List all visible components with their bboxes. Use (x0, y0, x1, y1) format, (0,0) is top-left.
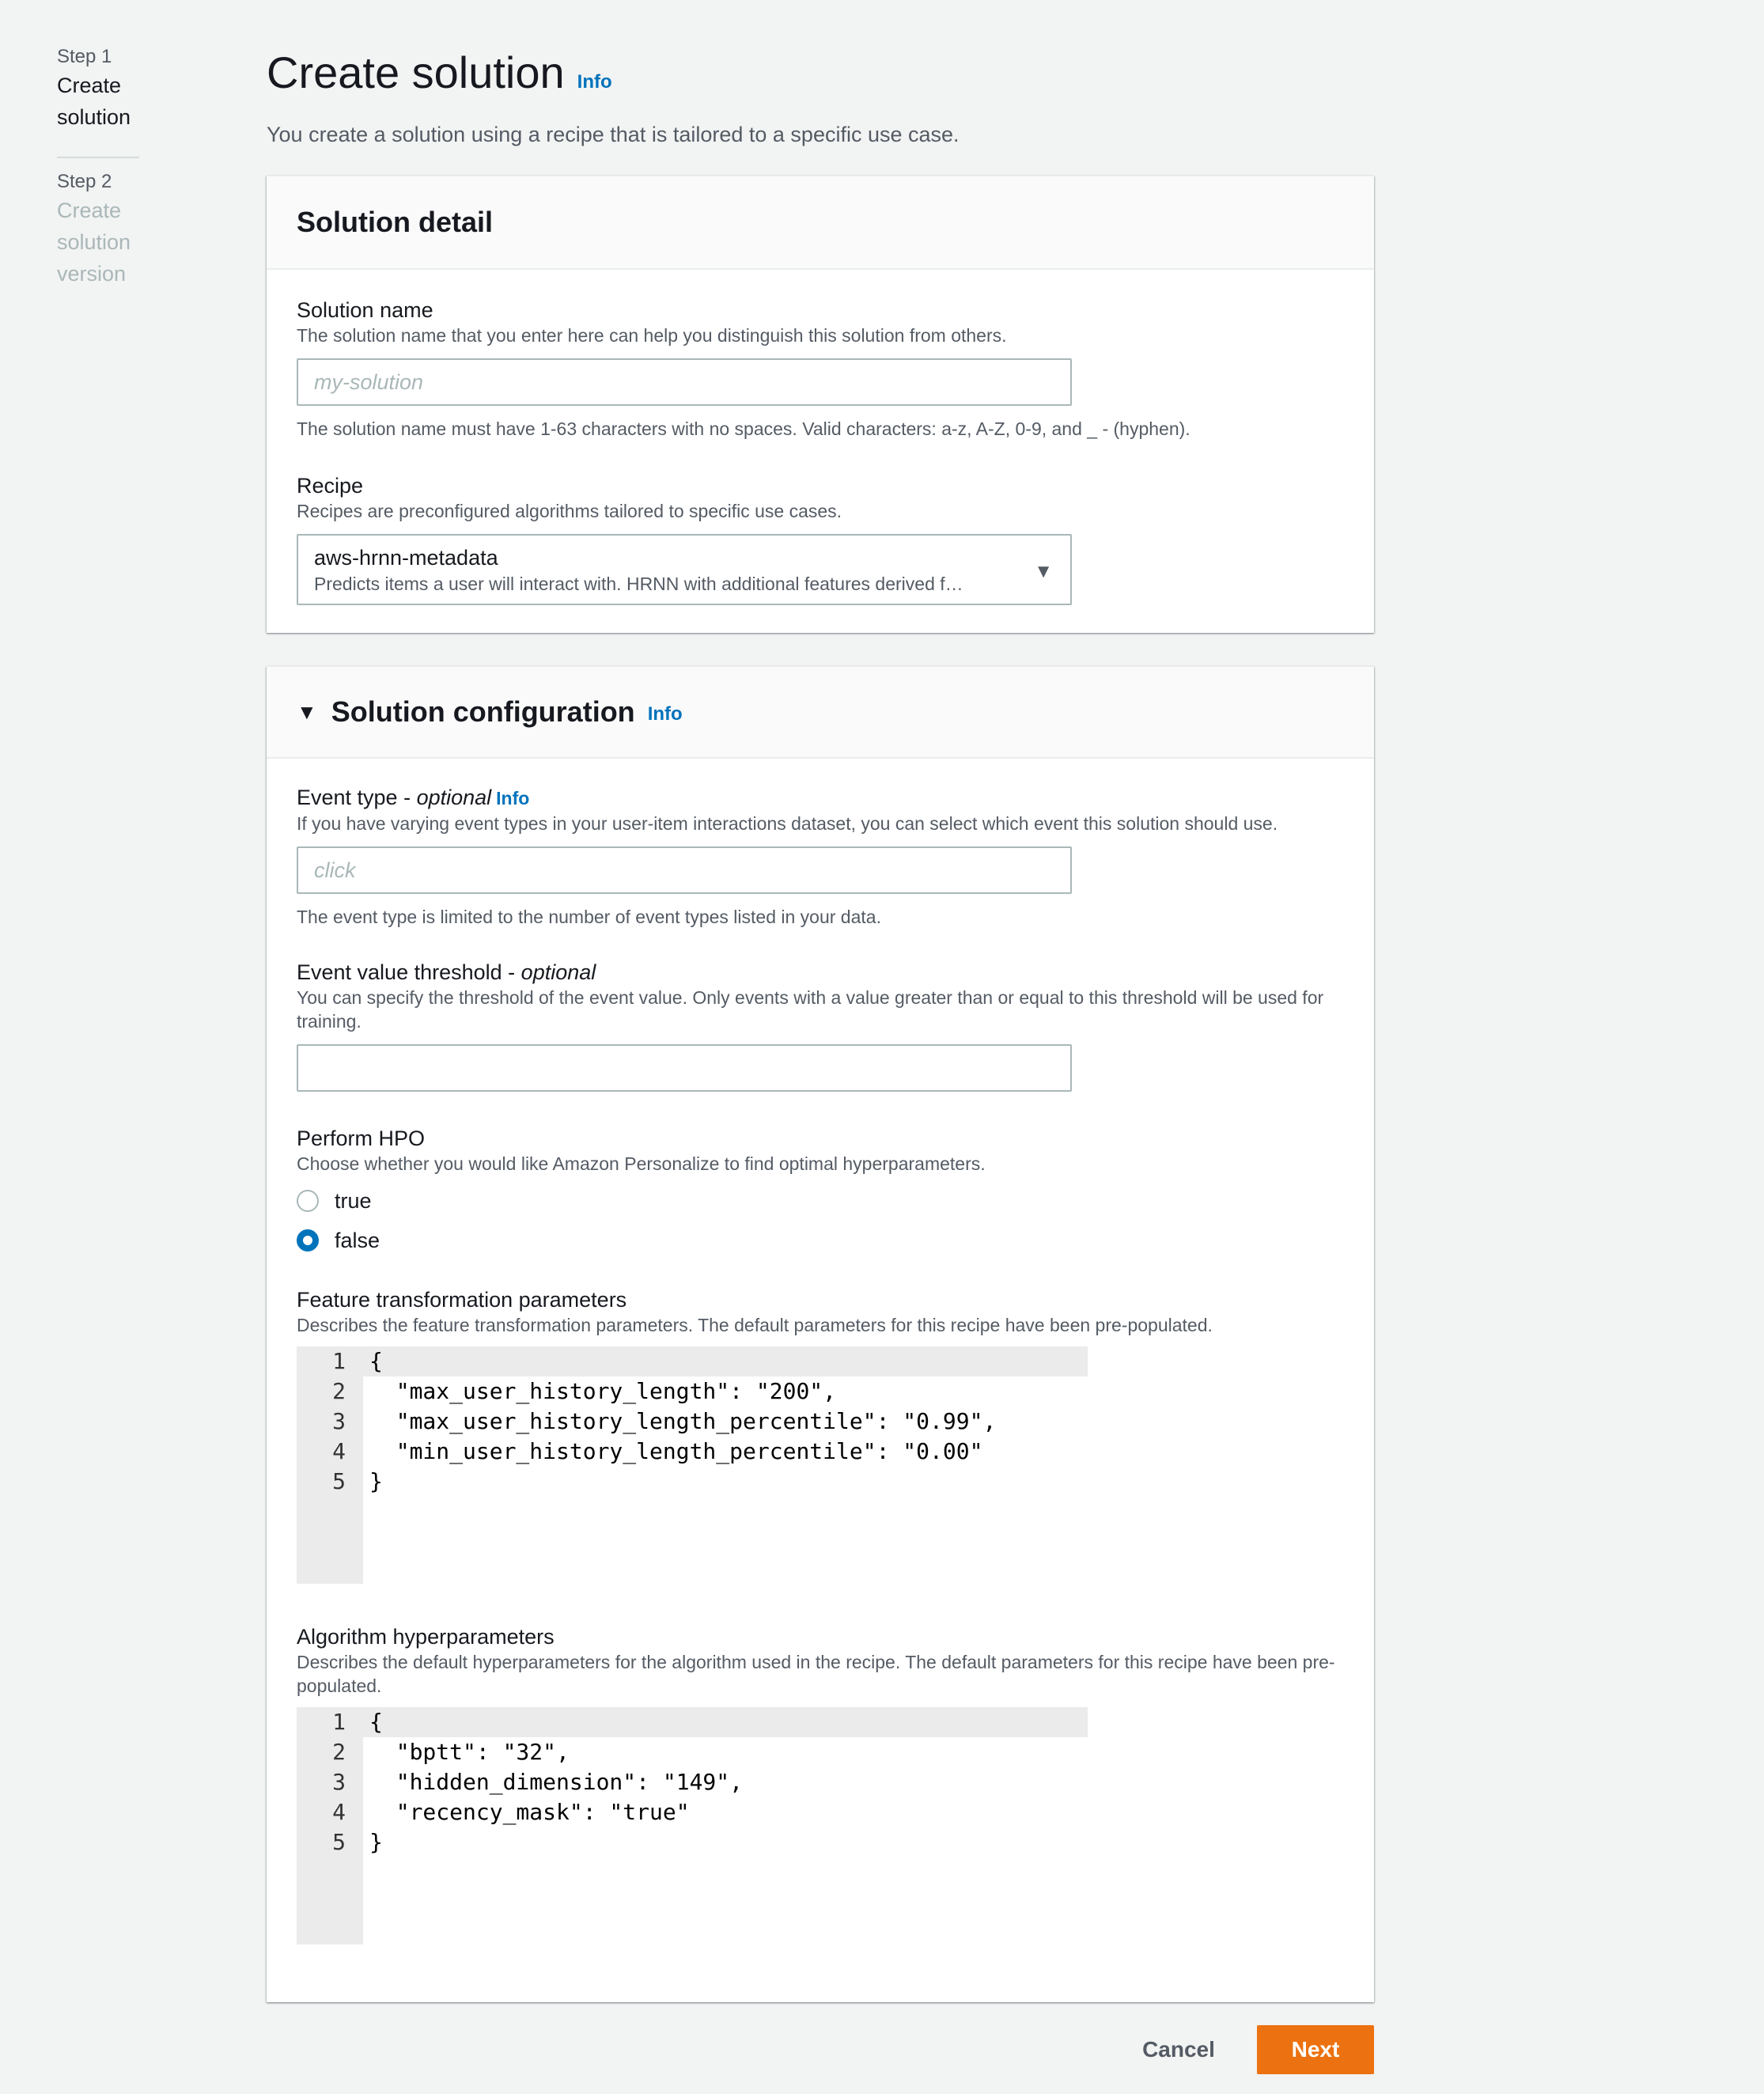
code-text: "max_user_history_length": "200", (369, 1378, 837, 1404)
hyperparams-editor[interactable] (297, 1707, 1088, 1944)
feature-params-field (297, 1286, 1344, 1584)
solution-name-field (297, 297, 1344, 441)
wizard-steps (57, 44, 144, 290)
step-2 (57, 169, 144, 290)
optional-tag: optional (520, 960, 596, 984)
event-type-input[interactable] (297, 846, 1072, 894)
solution-config-info-link[interactable]: Info (647, 703, 683, 725)
solution-config-title: Solution configuration (331, 695, 635, 728)
code-text: { (369, 1709, 383, 1735)
code-text: "max_user_history_length_percentile": "0.99", (369, 1408, 997, 1434)
event-threshold-label-text: Event value threshold - (297, 960, 521, 984)
solution-name-input[interactable] (297, 358, 1072, 406)
step-2-title (57, 195, 144, 290)
page-description: You create a solution using a recipe that is tailored to a specific use case. (267, 123, 960, 146)
step-divider (57, 157, 139, 158)
code-text: { (369, 1348, 383, 1374)
hpo-field (297, 1125, 1344, 1255)
radio-button-selected[interactable] (297, 1229, 319, 1251)
line-number: 5 (332, 1829, 346, 1855)
line-number: 4 (332, 1799, 346, 1825)
solution-config-header[interactable] (267, 667, 1374, 759)
caret-down-icon: ▼ (1034, 561, 1053, 582)
feature-params-editor[interactable] (297, 1346, 1088, 1584)
line-number: 3 (332, 1408, 346, 1434)
editor-active-line (297, 1346, 1088, 1376)
hyperparams-label: Algorithm hyperparameters (297, 1625, 555, 1649)
event-type-description: If you have varying event types in your user-item interactions dataset, you can select which event this solution should use. (297, 813, 1278, 834)
feature-params-description: Describes the feature transformation parameters. The default parameters for this recipe have been pre-populated. (297, 1315, 1213, 1335)
page-info-link[interactable]: Info (577, 71, 612, 93)
solution-config-body (267, 759, 1374, 1944)
code-line (297, 1827, 383, 1857)
line-number: 1 (332, 1348, 346, 1374)
line-number: 2 (332, 1378, 346, 1404)
step-2-label: Step 2 (57, 171, 112, 192)
cancel-button[interactable]: Cancel (1123, 2025, 1234, 2074)
recipe-description: Recipes are preconfigured algorithms tailored to specific use cases. (297, 501, 842, 521)
solution-name-description: The solution name that you enter here can help you distinguish this solution from others. (297, 325, 1007, 346)
line-number: 4 (332, 1438, 346, 1464)
footer-actions (1123, 2025, 1374, 2074)
hyperparams-description: Describes the default hyperparameters for the algorithm used in the recipe. The default parameters for this recipe have been pre-populated. (297, 1652, 1335, 1696)
event-type-field (297, 784, 1344, 929)
code-line (297, 1707, 383, 1737)
event-type-label (297, 784, 1344, 812)
code-line (297, 1797, 690, 1827)
hyperparams-field (297, 1623, 1344, 1944)
event-type-info-link[interactable]: Info (496, 788, 530, 808)
solution-detail-header (267, 176, 1374, 270)
code-line (297, 1346, 383, 1376)
radio-label: true (335, 1188, 372, 1213)
code-line (297, 1376, 836, 1407)
code-text: "hidden_dimension": "149", (369, 1769, 744, 1795)
code-text: } (369, 1829, 383, 1855)
code-line (297, 1737, 570, 1767)
radio-button[interactable] (297, 1190, 319, 1212)
event-threshold-description: You can specify the threshold of the event value. Only events with a value greater than or equal to this threshold will be used for training. (297, 987, 1324, 1032)
code-text: "min_user_history_length_percentile": "0.00" (369, 1438, 983, 1464)
step-2-title-line: version (57, 262, 127, 286)
editor-active-line (297, 1707, 1088, 1737)
solution-name-label: Solution name (297, 298, 433, 322)
hpo-label: Perform HPO (297, 1127, 426, 1150)
recipe-label: Recipe (297, 474, 364, 498)
event-type-label-text: Event type - (297, 786, 417, 809)
hpo-description: Choose whether you would like Amazon Personalize to find optimal hyperparameters. (297, 1153, 986, 1174)
line-number: 5 (332, 1468, 346, 1494)
event-type-hint: The event type is limited to the number of event types listed in your data. (297, 907, 881, 927)
recipe-select[interactable] (297, 534, 1072, 605)
code-line (297, 1767, 743, 1797)
step-1-title[interactable] (57, 70, 144, 133)
hpo-option-false[interactable] (297, 1226, 1344, 1255)
line-number: 2 (332, 1739, 346, 1765)
radio-label: false (335, 1228, 380, 1252)
code-text: "bptt": "32", (369, 1739, 570, 1765)
page-title: Create solution (267, 47, 565, 97)
step-1-title-line: Create (57, 74, 122, 97)
line-number: 3 (332, 1769, 346, 1795)
code-line (297, 1407, 996, 1437)
event-threshold-label (297, 959, 1344, 986)
page-header (267, 44, 1374, 101)
event-threshold-input[interactable] (297, 1044, 1072, 1092)
code-line (297, 1467, 383, 1497)
step-1-label: Step 1 (57, 46, 112, 67)
caret-down-icon[interactable]: ▼ (297, 699, 317, 724)
solution-detail-panel (267, 176, 1374, 633)
optional-tag: optional (416, 786, 492, 809)
next-button[interactable]: Next (1257, 2025, 1374, 2074)
recipe-select-value: aws-hrnn-metadata (314, 546, 498, 570)
solution-config-panel (267, 666, 1374, 2002)
step-1 (57, 44, 144, 133)
step-1-title-line: solution (57, 105, 131, 129)
solution-name-hint: The solution name must have 1-63 characters with no spaces. Valid characters: a-z, A-Z, 0-9, and _ - (hyphen). (297, 418, 1191, 439)
solution-detail-title: Solution detail (297, 206, 493, 238)
event-threshold-field (297, 959, 1344, 1092)
line-number: 1 (332, 1709, 346, 1735)
step-2-title-line: Create (57, 199, 122, 222)
main-content (267, 44, 1374, 1855)
hpo-option-true[interactable] (297, 1187, 1344, 1215)
feature-params-label: Feature transformation parameters (297, 1288, 627, 1312)
solution-detail-body (267, 270, 1374, 605)
code-text: "recency_mask": "true" (369, 1799, 690, 1825)
recipe-field (297, 472, 1344, 605)
step-2-title-line: solution (57, 230, 131, 254)
code-line (297, 1437, 982, 1467)
recipe-select-description: Predicts items a user will interact with. HRNN with additional features derived f… (314, 574, 963, 594)
code-text: } (369, 1468, 383, 1494)
